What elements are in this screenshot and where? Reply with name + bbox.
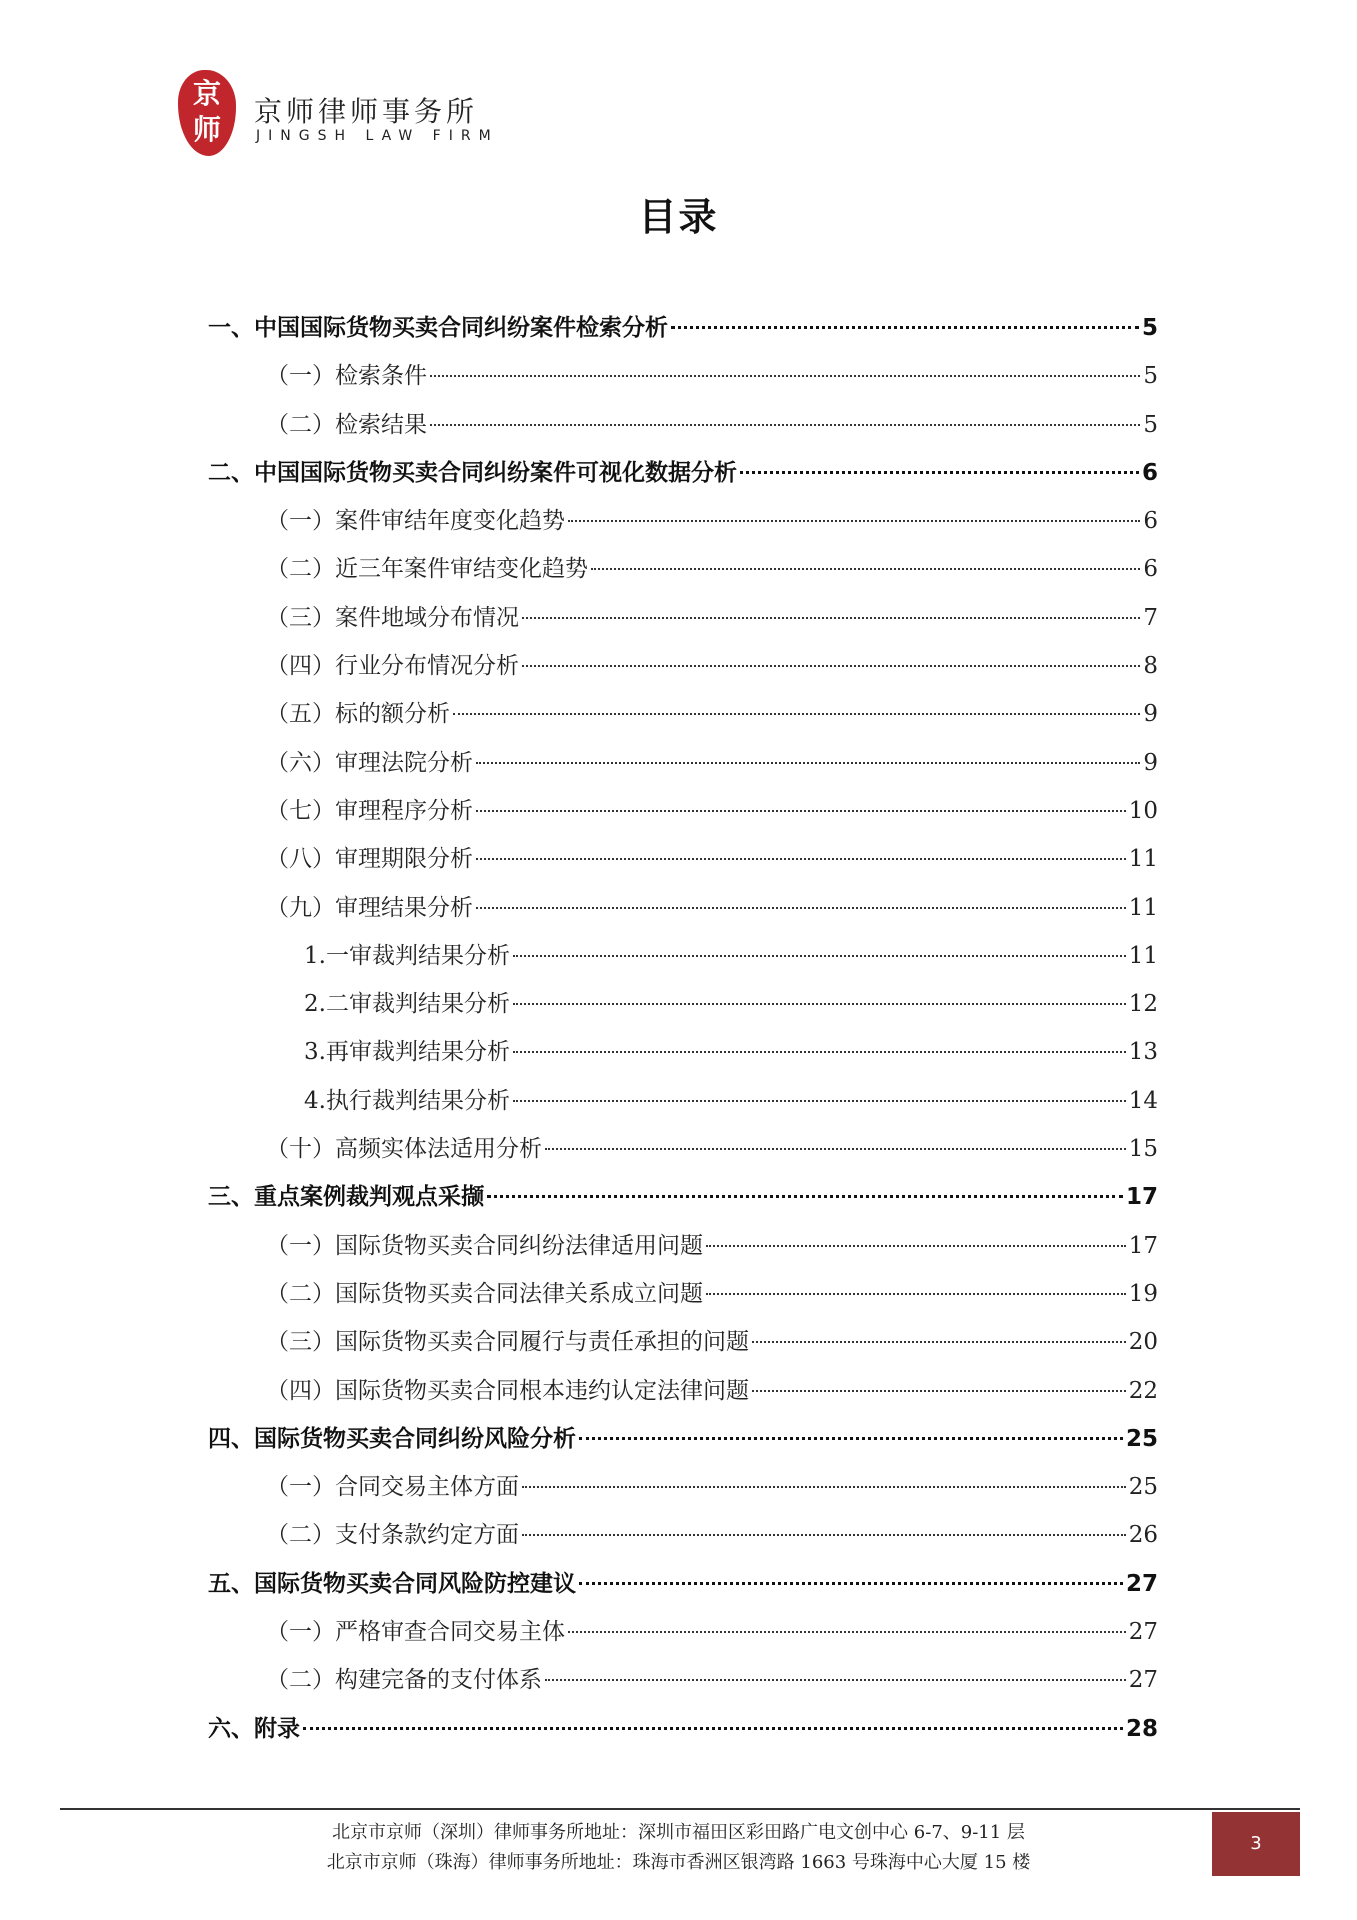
toc-entry-title: 三、重点案例裁判观点采撷 bbox=[208, 1184, 484, 1211]
toc-entry-title: （二）国际货物买卖合同法律关系成立问题 bbox=[266, 1280, 703, 1307]
toc-entry-page: 5 bbox=[1141, 315, 1158, 341]
toc-leader-dots bbox=[591, 568, 1140, 570]
firm-name-en: JINGSH LAW FIRM bbox=[256, 128, 499, 144]
toc-entry-title: （二）近三年案件审结变化趋势 bbox=[266, 556, 588, 583]
footer-address-zhuhai: 北京市京师（珠海）律师事务所地址：珠海市香洲区银湾路 1663 号珠海中心大厦 15 楼 bbox=[326, 1852, 1031, 1873]
toc-entry[interactable] bbox=[208, 352, 1158, 400]
toc-entry-page: 9 bbox=[1143, 749, 1158, 776]
toc-entry-page: 28 bbox=[1125, 1715, 1158, 1742]
toc-entry-title: （一）国际货物买卖合同纠纷法律适用问题 bbox=[266, 1232, 703, 1259]
footer-divider bbox=[60, 1808, 1300, 1810]
toc-leader-dots bbox=[706, 1293, 1126, 1295]
toc-entry-page: 13 bbox=[1128, 1039, 1158, 1066]
toc-entry[interactable] bbox=[208, 1415, 1158, 1463]
toc-entry-page: 26 bbox=[1128, 1522, 1158, 1549]
toc-entry[interactable] bbox=[208, 932, 1158, 980]
toc-entry-title: 六、附录 bbox=[208, 1715, 300, 1742]
toc-entry[interactable] bbox=[208, 739, 1158, 787]
toc-entry[interactable] bbox=[208, 980, 1158, 1028]
page-number: 3 bbox=[1212, 1812, 1300, 1876]
toc-entry-title: 二、中国国际货物买卖合同纠纷案件可视化数据分析 bbox=[208, 459, 737, 486]
toc-entry[interactable] bbox=[208, 1560, 1158, 1608]
toc-leader-dots bbox=[522, 1534, 1126, 1536]
toc-entry-title: 五、国际货物买卖合同风险防控建议 bbox=[208, 1570, 576, 1597]
toc-entry-title: （三）案件地域分布情况 bbox=[266, 604, 519, 631]
toc-entry-page: 27 bbox=[1125, 1570, 1158, 1597]
toc-leader-dots bbox=[513, 1003, 1126, 1005]
toc-leader-dots bbox=[476, 907, 1126, 909]
toc-entry[interactable] bbox=[208, 449, 1158, 497]
toc-entry-page: 9 bbox=[1143, 701, 1158, 728]
toc-leader-dots bbox=[568, 1631, 1126, 1633]
toc-entry-page: 6 bbox=[1143, 556, 1158, 583]
toc-entry-page: 14 bbox=[1128, 1087, 1158, 1114]
toc-entry-title: （一）检索条件 bbox=[266, 363, 427, 390]
toc-entry-page: 27 bbox=[1128, 1667, 1158, 1694]
toc-entry[interactable] bbox=[208, 1270, 1158, 1318]
toc-leader-dots bbox=[671, 326, 1139, 329]
toc-entry-title: 四、国际货物买卖合同纠纷风险分析 bbox=[208, 1425, 576, 1452]
toc-entry[interactable] bbox=[208, 787, 1158, 835]
toc-entry[interactable] bbox=[208, 401, 1158, 449]
toc-entry[interactable] bbox=[208, 1222, 1158, 1270]
toc-entry-title: （四）行业分布情况分析 bbox=[266, 653, 519, 680]
toc-entry[interactable] bbox=[208, 1656, 1158, 1704]
toc-entry-title: （一）严格审查合同交易主体 bbox=[266, 1619, 565, 1646]
toc-entry[interactable] bbox=[208, 545, 1158, 593]
toc-entry-title: （一）案件审结年度变化趋势 bbox=[266, 508, 565, 535]
toc-entry-title: （一）合同交易主体方面 bbox=[266, 1474, 519, 1501]
toc-entry-page: 27 bbox=[1128, 1619, 1158, 1646]
toc-leader-dots bbox=[522, 665, 1140, 667]
toc-entry-title: （十）高频实体法适用分析 bbox=[266, 1136, 542, 1163]
toc-entry-page: 25 bbox=[1128, 1474, 1158, 1501]
toc-entry-title: （九）审理结果分析 bbox=[266, 894, 473, 921]
toc-entry[interactable] bbox=[208, 642, 1158, 690]
toc-entry-title: 一、中国国际货物买卖合同纠纷案件检索分析 bbox=[208, 315, 668, 341]
toc-leader-dots bbox=[740, 471, 1139, 474]
toc-entry-page: 19 bbox=[1128, 1280, 1158, 1307]
toc-entry-title: 4.执行裁判结果分析 bbox=[304, 1087, 510, 1114]
toc-entry-title: （五）标的额分析 bbox=[266, 701, 450, 728]
toc-leader-dots bbox=[430, 424, 1140, 426]
toc-leader-dots bbox=[476, 858, 1126, 860]
toc-entry[interactable] bbox=[208, 497, 1158, 545]
toc-entry-page: 6 bbox=[1143, 508, 1158, 535]
toc-entry-title: 3.再审裁判结果分析 bbox=[304, 1039, 510, 1066]
toc-leader-dots bbox=[579, 1437, 1123, 1440]
toc-leader-dots bbox=[522, 1486, 1126, 1488]
toc-leader-dots bbox=[513, 1100, 1126, 1102]
toc-entry-page: 17 bbox=[1125, 1184, 1158, 1211]
toc-leader-dots bbox=[545, 1148, 1126, 1150]
toc-entry[interactable] bbox=[208, 1367, 1158, 1415]
toc-entry[interactable] bbox=[208, 835, 1158, 883]
toc-leader-dots bbox=[303, 1727, 1123, 1730]
toc-entry-title: （七）审理程序分析 bbox=[266, 797, 473, 824]
toc-entry[interactable] bbox=[208, 304, 1158, 352]
toc-entry-page: 6 bbox=[1141, 459, 1158, 486]
toc-entry-title: 1.一审裁判结果分析 bbox=[304, 942, 510, 969]
toc-entry[interactable] bbox=[208, 1028, 1158, 1076]
toc-leader-dots bbox=[430, 375, 1140, 377]
toc-entry-page: 8 bbox=[1143, 653, 1158, 680]
toc-entry[interactable] bbox=[208, 1608, 1158, 1656]
toc-entry[interactable] bbox=[208, 1318, 1158, 1366]
toc-entry-page: 7 bbox=[1143, 604, 1158, 631]
toc-leader-dots bbox=[453, 713, 1140, 715]
toc-entry[interactable] bbox=[208, 884, 1158, 932]
toc-leader-dots bbox=[476, 810, 1126, 812]
toc-entry-page: 11 bbox=[1128, 942, 1158, 969]
toc-entry[interactable] bbox=[208, 1173, 1158, 1221]
toc-entry-page: 25 bbox=[1125, 1425, 1158, 1452]
table-of-contents bbox=[208, 304, 1158, 1753]
toc-leader-dots bbox=[568, 520, 1140, 522]
toc-leader-dots bbox=[752, 1390, 1126, 1392]
toc-entry-title: （三）国际货物买卖合同履行与责任承担的问题 bbox=[266, 1329, 749, 1356]
toc-entry-title: （二）检索结果 bbox=[266, 411, 427, 438]
toc-entry-page: 12 bbox=[1128, 991, 1158, 1018]
toc-entry[interactable] bbox=[208, 594, 1158, 642]
toc-entry-title: （八）审理期限分析 bbox=[266, 846, 473, 873]
toc-leader-dots bbox=[487, 1195, 1123, 1198]
toc-entry[interactable] bbox=[208, 690, 1158, 738]
firm-logo-seal: 京 师 bbox=[178, 70, 236, 156]
toc-entry-page: 20 bbox=[1128, 1329, 1158, 1356]
toc-leader-dots bbox=[476, 762, 1140, 764]
toc-entry-title: 2.二审裁判结果分析 bbox=[304, 991, 510, 1018]
toc-entry-title: （六）审理法院分析 bbox=[266, 749, 473, 776]
toc-entry-page: 11 bbox=[1128, 894, 1158, 921]
toc-entry-page: 5 bbox=[1143, 363, 1158, 390]
toc-leader-dots bbox=[706, 1245, 1126, 1247]
toc-entry-title: （二）构建完备的支付体系 bbox=[266, 1667, 542, 1694]
toc-leader-dots bbox=[752, 1341, 1126, 1343]
toc-entry[interactable] bbox=[208, 1125, 1158, 1173]
footer-address-shenzhen: 北京市京师（深圳）律师事务所地址：深圳市福田区彩田路广电文创中心 6-7、9-11 层 bbox=[332, 1822, 1025, 1843]
toc-entry-page: 10 bbox=[1128, 797, 1158, 824]
toc-entry-title: （二）支付条款约定方面 bbox=[266, 1522, 519, 1549]
firm-name-cn: 京师律师事务所 bbox=[254, 95, 479, 128]
toc-title: 目录 bbox=[638, 195, 719, 239]
toc-leader-dots bbox=[513, 955, 1126, 957]
toc-entry[interactable] bbox=[208, 1511, 1158, 1559]
toc-entry-page: 17 bbox=[1128, 1232, 1158, 1259]
toc-entry[interactable] bbox=[208, 1077, 1158, 1125]
toc-entry-page: 11 bbox=[1128, 846, 1158, 873]
toc-leader-dots bbox=[579, 1582, 1123, 1585]
toc-entry[interactable] bbox=[208, 1705, 1158, 1753]
toc-leader-dots bbox=[522, 617, 1140, 619]
toc-entry-page: 15 bbox=[1128, 1136, 1158, 1163]
toc-entry-page: 22 bbox=[1128, 1377, 1158, 1404]
toc-entry[interactable] bbox=[208, 1463, 1158, 1511]
toc-leader-dots bbox=[545, 1679, 1126, 1681]
toc-leader-dots bbox=[513, 1051, 1126, 1053]
toc-entry-title: （四）国际货物买卖合同根本违约认定法律问题 bbox=[266, 1377, 749, 1404]
toc-entry-page: 5 bbox=[1143, 411, 1158, 438]
